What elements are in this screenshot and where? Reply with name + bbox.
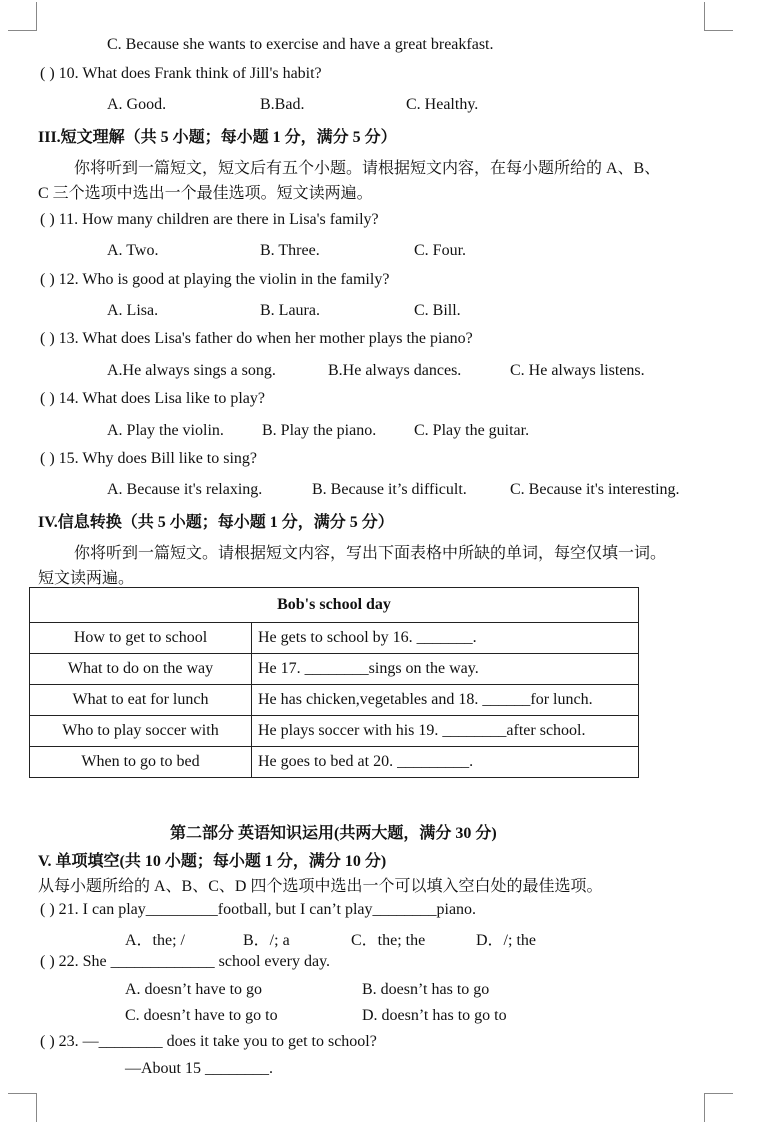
q14-option-a: A. Play the violin. bbox=[107, 422, 224, 439]
row-label: Who to play soccer with bbox=[30, 716, 252, 747]
q10-option-b: B.Bad. bbox=[260, 96, 305, 113]
q13-stem: ( ) 13. What does Lisa's father do when her mother plays the piano? bbox=[40, 330, 473, 347]
crop-mark-bottom-left bbox=[8, 1093, 37, 1122]
part-2-title: 第二部分 英语知识运用(共两大题，满分 30 分) bbox=[170, 825, 497, 842]
section-5-title: V. 单项填空(共 10 小题；每小题 1 分，满分 10 分) bbox=[38, 853, 387, 870]
q14-option-c: C. Play the guitar. bbox=[414, 422, 530, 439]
row-label: When to go to bed bbox=[30, 747, 252, 778]
table-heading: Bob's school day bbox=[30, 588, 639, 623]
q9-option-c: C. Because she wants to exercise and have a great breakfast. bbox=[107, 36, 494, 53]
table-row bbox=[30, 747, 639, 778]
q21-option-b: B．/; a bbox=[243, 932, 290, 949]
q21-option-a: A．the; / bbox=[125, 932, 185, 949]
q13-option-a: A.He always sings a song. bbox=[107, 362, 276, 379]
q15-option-a: A. Because it's relaxing. bbox=[107, 481, 263, 498]
row-content: He goes to bed at 20. _________. bbox=[252, 747, 639, 778]
school-day-table bbox=[29, 587, 639, 778]
q22-option-b: B. doesn’t has to go bbox=[362, 981, 490, 998]
q22-option-c: C. doesn’t have to go to bbox=[125, 1007, 278, 1024]
q12-option-b: B. Laura. bbox=[260, 302, 320, 319]
section-3-instruction-line-2: C 三个选项中选出一个最佳选项。短文读两遍。 bbox=[38, 185, 373, 202]
section-4-instruction-line-1: 你将听到一篇短文。请根据短文内容，写出下面表格中所缺的单词，每空仅填一词。 bbox=[74, 545, 667, 562]
q12-stem: ( ) 12. Who is good at playing the violin in the family? bbox=[40, 271, 390, 288]
q22-option-d: D. doesn’t has to go to bbox=[362, 1007, 507, 1024]
q13-option-c: C. He always listens. bbox=[510, 362, 645, 379]
q12-option-c: C. Bill. bbox=[414, 302, 461, 319]
q15-option-b: B. Because it’s difficult. bbox=[312, 481, 467, 498]
q11-option-c: C. Four. bbox=[414, 242, 467, 259]
table-header-row bbox=[30, 588, 639, 623]
table-row bbox=[30, 716, 639, 747]
crop-mark-top-right bbox=[704, 2, 733, 31]
q21-option-d: D．/; the bbox=[476, 932, 536, 949]
section-3-title: III.短文理解（共 5 小题；每小题 1 分，满分 5 分） bbox=[38, 129, 397, 146]
q14-option-b: B. Play the piano. bbox=[262, 422, 377, 439]
q23-answer-line: —About 15 ________. bbox=[125, 1060, 273, 1077]
q10-option-a: A. Good. bbox=[107, 96, 167, 113]
section-3-instruction-line-1: 你将听到一篇短文，短文后有五个小题。请根据短文内容，在每小题所给的 A、B、 bbox=[74, 160, 661, 177]
q11-stem: ( ) 11. How many children are there in Lisa's family? bbox=[40, 211, 379, 228]
q11-option-a: A. Two. bbox=[107, 242, 159, 259]
q11-option-b: B. Three. bbox=[260, 242, 320, 259]
table-row bbox=[30, 654, 639, 685]
table-row bbox=[30, 623, 639, 654]
q22-stem: ( ) 22. She _____________ school every day. bbox=[40, 953, 331, 970]
q21-option-c: C．the; the bbox=[351, 932, 426, 949]
section-5-instruction: 从每小题所给的 A、B、C、D 四个选项中选出一个可以填入空白处的最佳选项。 bbox=[38, 878, 603, 895]
q10-option-c: C. Healthy. bbox=[406, 96, 479, 113]
row-content: He gets to school by 16. _______. bbox=[252, 623, 639, 654]
section-4-title: IV.信息转换（共 5 小题；每小题 1 分，满分 5 分） bbox=[38, 514, 394, 531]
row-label: What to do on the way bbox=[30, 654, 252, 685]
q21-stem: ( ) 21. I can play_________football, but I can’t play________piano. bbox=[40, 901, 477, 918]
row-content: He plays soccer with his 19. ________after school. bbox=[252, 716, 639, 747]
row-label: What to eat for lunch bbox=[30, 685, 252, 716]
q15-stem: ( ) 15. Why does Bill like to sing? bbox=[40, 450, 258, 467]
section-4-instruction-line-2: 短文读两遍。 bbox=[38, 570, 135, 587]
table-row bbox=[30, 685, 639, 716]
row-content: He has chicken,vegetables and 18. ______for lunch. bbox=[252, 685, 639, 716]
q23-stem: ( ) 23. —________ does it take you to get to school? bbox=[40, 1033, 377, 1050]
q14-stem: ( ) 14. What does Lisa like to play? bbox=[40, 390, 265, 407]
q15-option-c: C. Because it's interesting. bbox=[510, 481, 680, 498]
q22-option-a: A. doesn’t have to go bbox=[125, 981, 263, 998]
q10-stem: ( ) 10. What does Frank think of Jill's habit? bbox=[40, 65, 322, 82]
crop-mark-top-left bbox=[8, 2, 37, 31]
q12-option-a: A. Lisa. bbox=[107, 302, 159, 319]
crop-mark-bottom-right bbox=[704, 1093, 733, 1122]
row-content: He 17. ________sings on the way. bbox=[252, 654, 639, 685]
row-label: How to get to school bbox=[30, 623, 252, 654]
q13-option-b: B.He always dances. bbox=[328, 362, 462, 379]
